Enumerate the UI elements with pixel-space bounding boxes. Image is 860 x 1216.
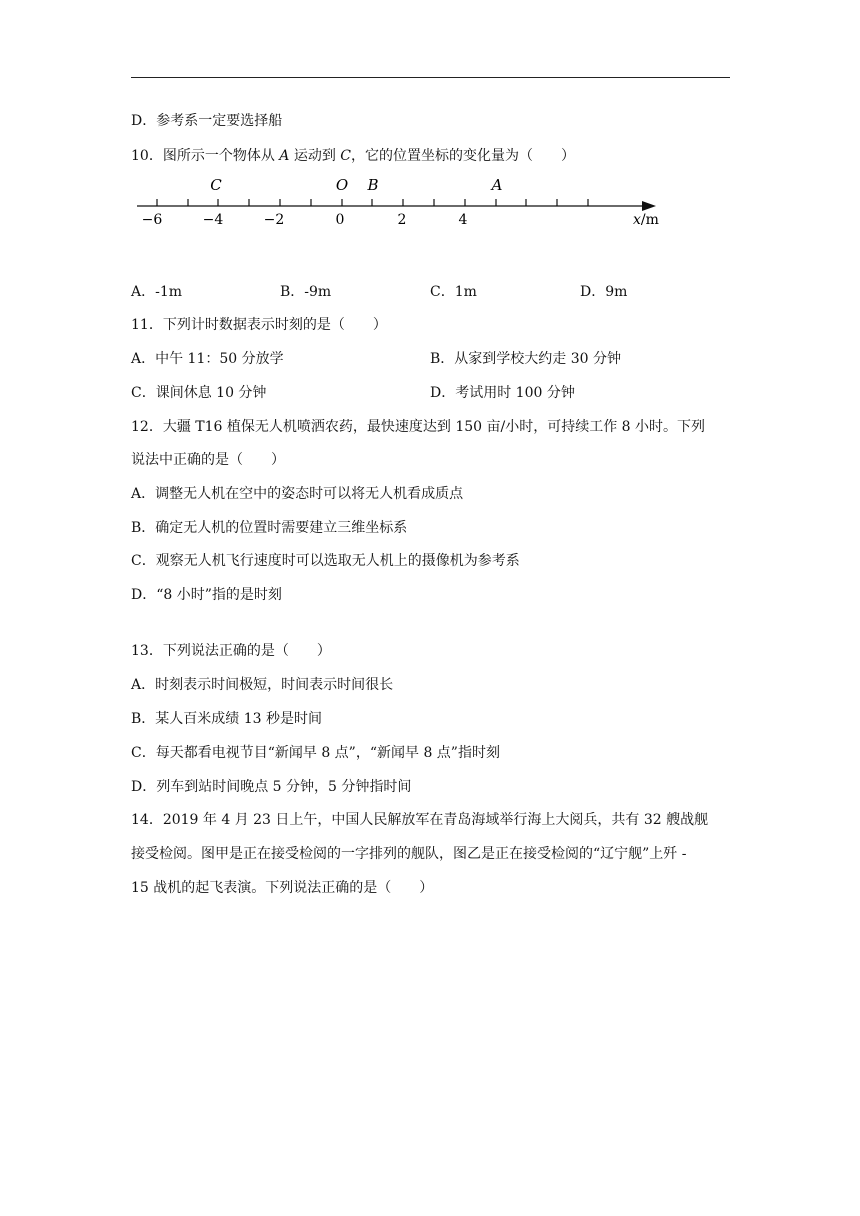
q13-option-d: D．列车到站时间晚点 5 分钟，5 分钟指时间: [131, 779, 412, 795]
tick-label: 4: [458, 212, 468, 228]
tick-label: −6: [141, 212, 163, 228]
q10-stem-part1: 10．图所示一个物体从: [131, 148, 280, 164]
axis-unit-label: [633, 212, 659, 228]
q13-option-b: B．某人百米成绩 13 秒是时间: [131, 711, 323, 727]
tick-label: −4: [202, 212, 224, 228]
q9-option-d: D．参考系一定要选择船: [131, 113, 283, 129]
q13-stem: 13．下列说法正确的是（ ）: [131, 643, 331, 659]
axis-ticks: [157, 199, 588, 206]
axis-arrow-icon: [642, 201, 656, 211]
q12-option-b: B．确定无人机的位置时需要建立三维坐标系: [131, 520, 408, 536]
q12-option-d: D．“8 小时”指的是时刻: [131, 587, 282, 603]
q13-option-a: A．时刻表示时间极短，时间表示时间很长: [131, 677, 394, 693]
q11-option-c: C．课间休息 10 分钟: [131, 385, 267, 401]
tick-label: 2: [397, 212, 407, 228]
q10-number-line: [0, 0, 860, 260]
q14-stem-line2: 接受检阅。图甲是正在接受检阅的一字排列的舰队，图乙是正在接受检阅的“辽宁舰”上歼 -: [131, 846, 687, 862]
q14-stem-line3: 15 战机的起飞表演。下列说法正确的是（ ）: [131, 880, 434, 896]
q11-option-a: A．中午 11：50 分放学: [131, 351, 284, 367]
q10-option-c: C．1m: [430, 284, 477, 300]
q12-stem-line1: 12．大疆 T16 植保无人机喷洒农药，最快速度达到 150 亩/小时，可持续工作 8 小时。下列: [131, 419, 706, 435]
point-label-a: A: [491, 176, 503, 194]
axis-var: x: [633, 212, 641, 228]
q12-stem-line2: 说法中正确的是（ ）: [131, 452, 285, 468]
axis-unit: /m: [640, 212, 659, 228]
point-label-o: O: [335, 176, 349, 194]
q10-stem-part2: 运动到: [289, 148, 341, 164]
tick-label: −2: [263, 212, 285, 228]
point-label-c: C: [210, 176, 222, 194]
q11-option-b: B．从家到学校大约走 30 分钟: [430, 351, 622, 367]
q10-stem-point-c: C: [340, 148, 352, 164]
q10-stem-part3: ，它的位置坐标的变化量为（ ）: [351, 148, 576, 164]
q14-stem-line1: 14．2019 年 4 月 23 日上午，中国人民解放军在青岛海域举行海上大阅兵，共有 32 艘战舰: [131, 812, 709, 828]
point-label-b: B: [367, 176, 379, 194]
q13-option-c: C．每天都看电视节目“新闻早 8 点”，“新闻早 8 点”指时刻: [131, 745, 500, 761]
tick-label: 0: [335, 212, 345, 228]
q10-option-a: A．-1m: [131, 284, 183, 300]
q10-option-b: B．-9m: [280, 284, 332, 300]
q10-option-d: D．9m: [580, 284, 628, 300]
q11-stem: 11．下列计时数据表示时刻的是（ ）: [131, 317, 387, 333]
q12-option-c: C．观察无人机飞行速度时可以选取无人机上的摄像机为参考系: [131, 553, 520, 569]
q10-stem-point-a: A: [279, 148, 290, 164]
q12-option-a: A．调整无人机在空中的姿态时可以将无人机看成质点: [131, 486, 464, 502]
q11-option-d: D．考试用时 100 分钟: [430, 385, 575, 401]
